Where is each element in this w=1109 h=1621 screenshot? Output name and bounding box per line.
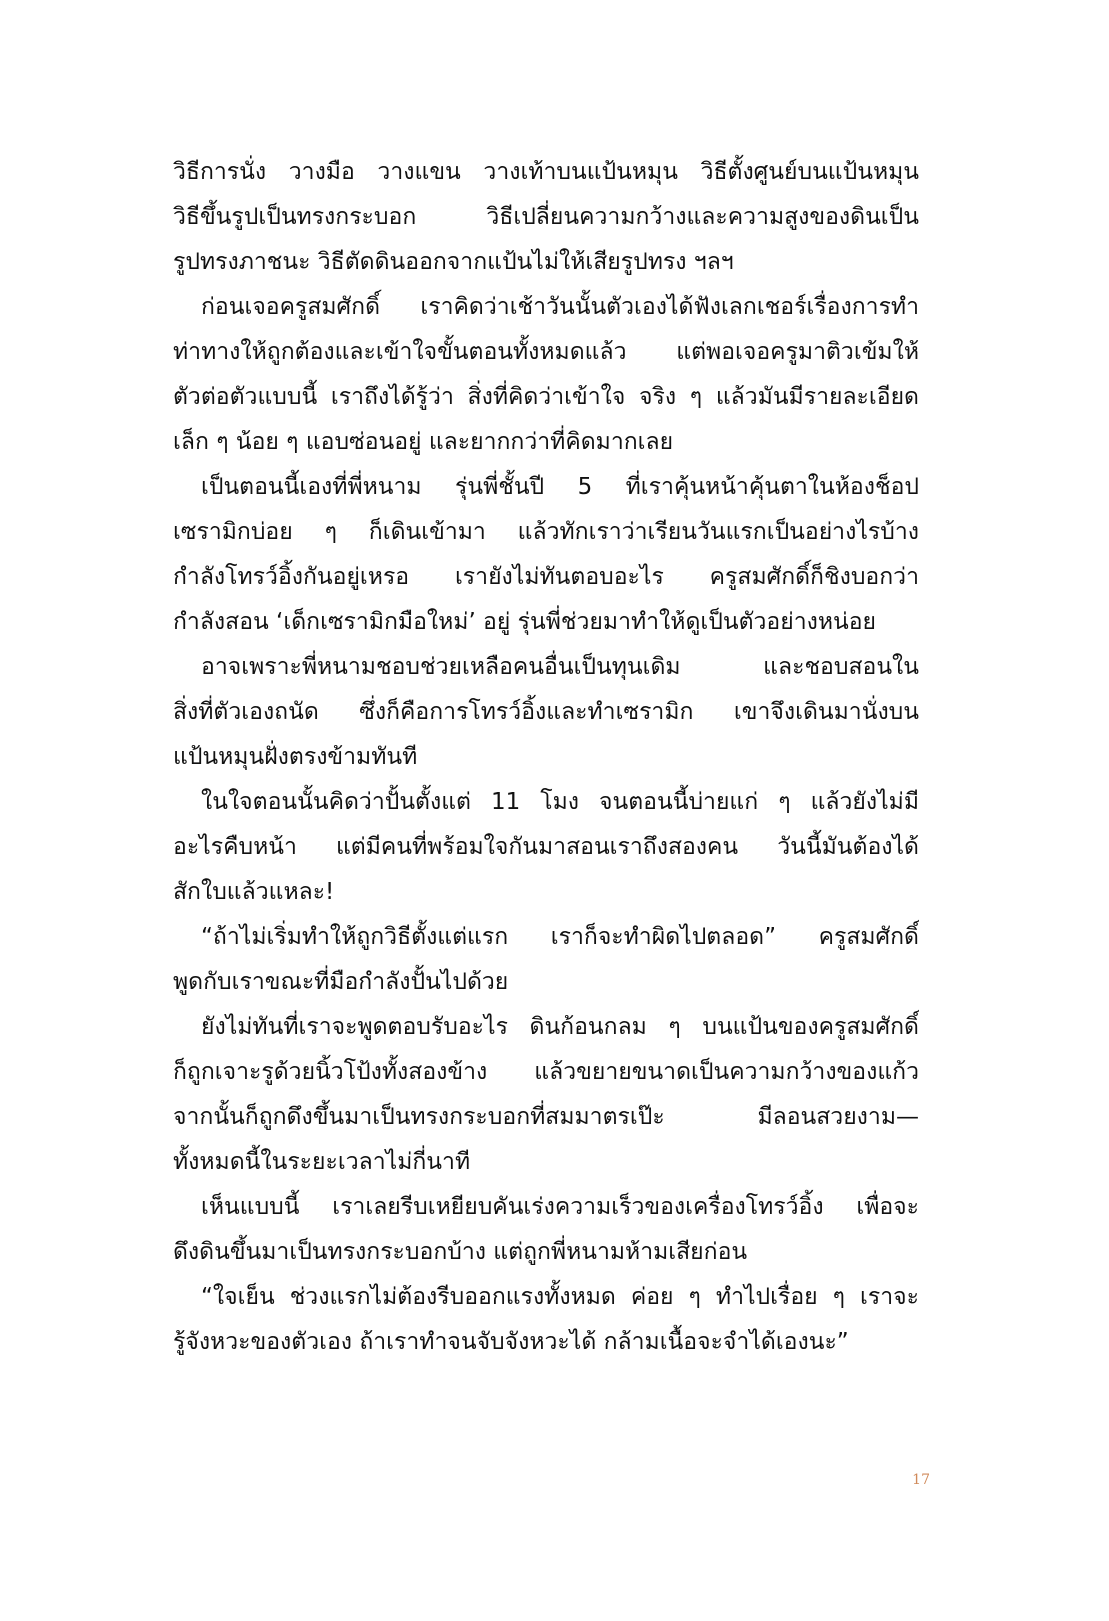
text-line: กำลังสอน ‘เด็กเซรามิกมือใหม่’ อยู่ รุ่นพี่ช่วยมาทำให้ดูเป็นตัวอย่างหน่อย (173, 609, 877, 635)
text-line: รู้จังหวะของตัวเอง ถ้าเราทำจนจับจังหวะได้ กล้ามเนื้อจะจำได้เองนะ” (173, 1329, 849, 1355)
text-line: วิธีขึ้นรูปเป็นทรงกระบอก วิธีเปลี่ยนความกว้างและความสูงของดินเป็น (173, 204, 919, 230)
text-line: ก่อนเจอครูสมศักดิ์ เราคิดว่าเช้าวันนั้นตัวเองได้ฟังเลกเชอร์เรื่องการทำ (201, 294, 919, 320)
text-line: ดึงดินขึ้นมาเป็นทรงกระบอกบ้าง แต่ถูกพี่หนามห้ามเสียก่อน (173, 1239, 748, 1265)
text-line: ตัวต่อตัวแบบนี้ เราถึงได้รู้ว่า สิ่งที่คิดว่าเข้าใจ จริง ๆ แล้วมันมีรายละเอียด (173, 384, 919, 410)
text-line: เซรามิกบ่อย ๆ ก็เดินเข้ามา แล้วทักเราว่าเรียนวันแรกเป็นอย่างไรบ้าง (173, 519, 919, 545)
text-line: ท่าทางให้ถูกต้องและเข้าใจขั้นตอนทั้งหมดแล้ว แต่พอเจอครูมาติวเข้มให้ (173, 339, 919, 365)
text-line: กำลังโทรว์อิ้งกันอยู่เหรอ เรายังไม่ทันตอบอะไร ครูสมศักดิ์ก็ชิงบอกว่า (173, 564, 919, 590)
text-line: อะไรคืบหน้า แต่มีคนที่พร้อมใจกันมาสอนเราถึงสองคน วันนี้มันต้องได้ (173, 834, 919, 860)
body-text (173, 150, 919, 1365)
text-line: ก็ถูกเจาะรูด้วยนิ้วโป้งทั้งสองข้าง แล้วขยายขนาดเป็นความกว้างของแก้ว (173, 1059, 919, 1085)
text-line: “ถ้าไม่เริ่มทำให้ถูกวิธีตั้งแต่แรก เราก็จะทำผิดไปตลอด” ครูสมศักดิ์ (201, 924, 919, 950)
text-line: เล็ก ๆ น้อย ๆ แอบซ่อนอยู่ และยากกว่าที่คิดมากเลย (173, 429, 674, 455)
text-line: ทั้งหมดนี้ในระยะเวลาไม่กี่นาที (173, 1149, 471, 1175)
text-line: สักใบแล้วแหละ! (173, 879, 335, 905)
text-line: รูปทรงภาชนะ วิธีตัดดินออกจากแป้นไม่ให้เสียรูปทรง ฯลฯ (173, 249, 734, 275)
text-line: เป็นตอนนี้เองที่พี่หนาม รุ่นพี่ชั้นปี 5 ที่เราคุ้นหน้าคุ้นตาในห้องช็อป (201, 474, 919, 500)
text-line: แป้นหมุนฝั่งตรงข้ามทันที (173, 744, 418, 770)
text-line: ยังไม่ทันที่เราจะพูดตอบรับอะไร ดินก้อนกลม ๆ บนแป้นของครูสมศักดิ์ (201, 1014, 919, 1040)
text-line: “ใจเย็น ช่วงแรกไม่ต้องรีบออกแรงทั้งหมด ค่อย ๆ ทำไปเรื่อย ๆ เราจะ (201, 1284, 919, 1310)
text-line: จากนั้นก็ถูกดึงขึ้นมาเป็นทรงกระบอกที่สมมาตรเป๊ะ มีลอนสวยงาม— (173, 1104, 919, 1130)
text-line: สิ่งที่ตัวเองถนัด ซึ่งก็คือการโทรว์อิ้งและทำเซรามิก เขาจึงเดินมานั่งบน (173, 699, 919, 725)
text-line: อาจเพราะพี่หนามชอบช่วยเหลือคนอื่นเป็นทุนเดิม และชอบสอนใน (201, 654, 919, 680)
text-line: พูดกับเราขณะที่มือกำลังปั้นไปด้วย (173, 969, 509, 995)
text-line: ในใจตอนนั้นคิดว่าปั้นตั้งแต่ 11 โมง จนตอนนี้บ่ายแก่ ๆ แล้วยังไม่มี (201, 789, 919, 815)
text-line: เห็นแบบนี้ เราเลยรีบเหยียบคันเร่งความเร็วของเครื่องโทรว์อิ้ง เพื่อจะ (201, 1194, 919, 1220)
page-number: 17 (912, 1472, 930, 1488)
text-line: วิธีการนั่ง วางมือ วางแขน วางเท้าบนแป้นหมุน วิธีตั้งศูนย์บนแป้นหมุน (173, 159, 919, 185)
